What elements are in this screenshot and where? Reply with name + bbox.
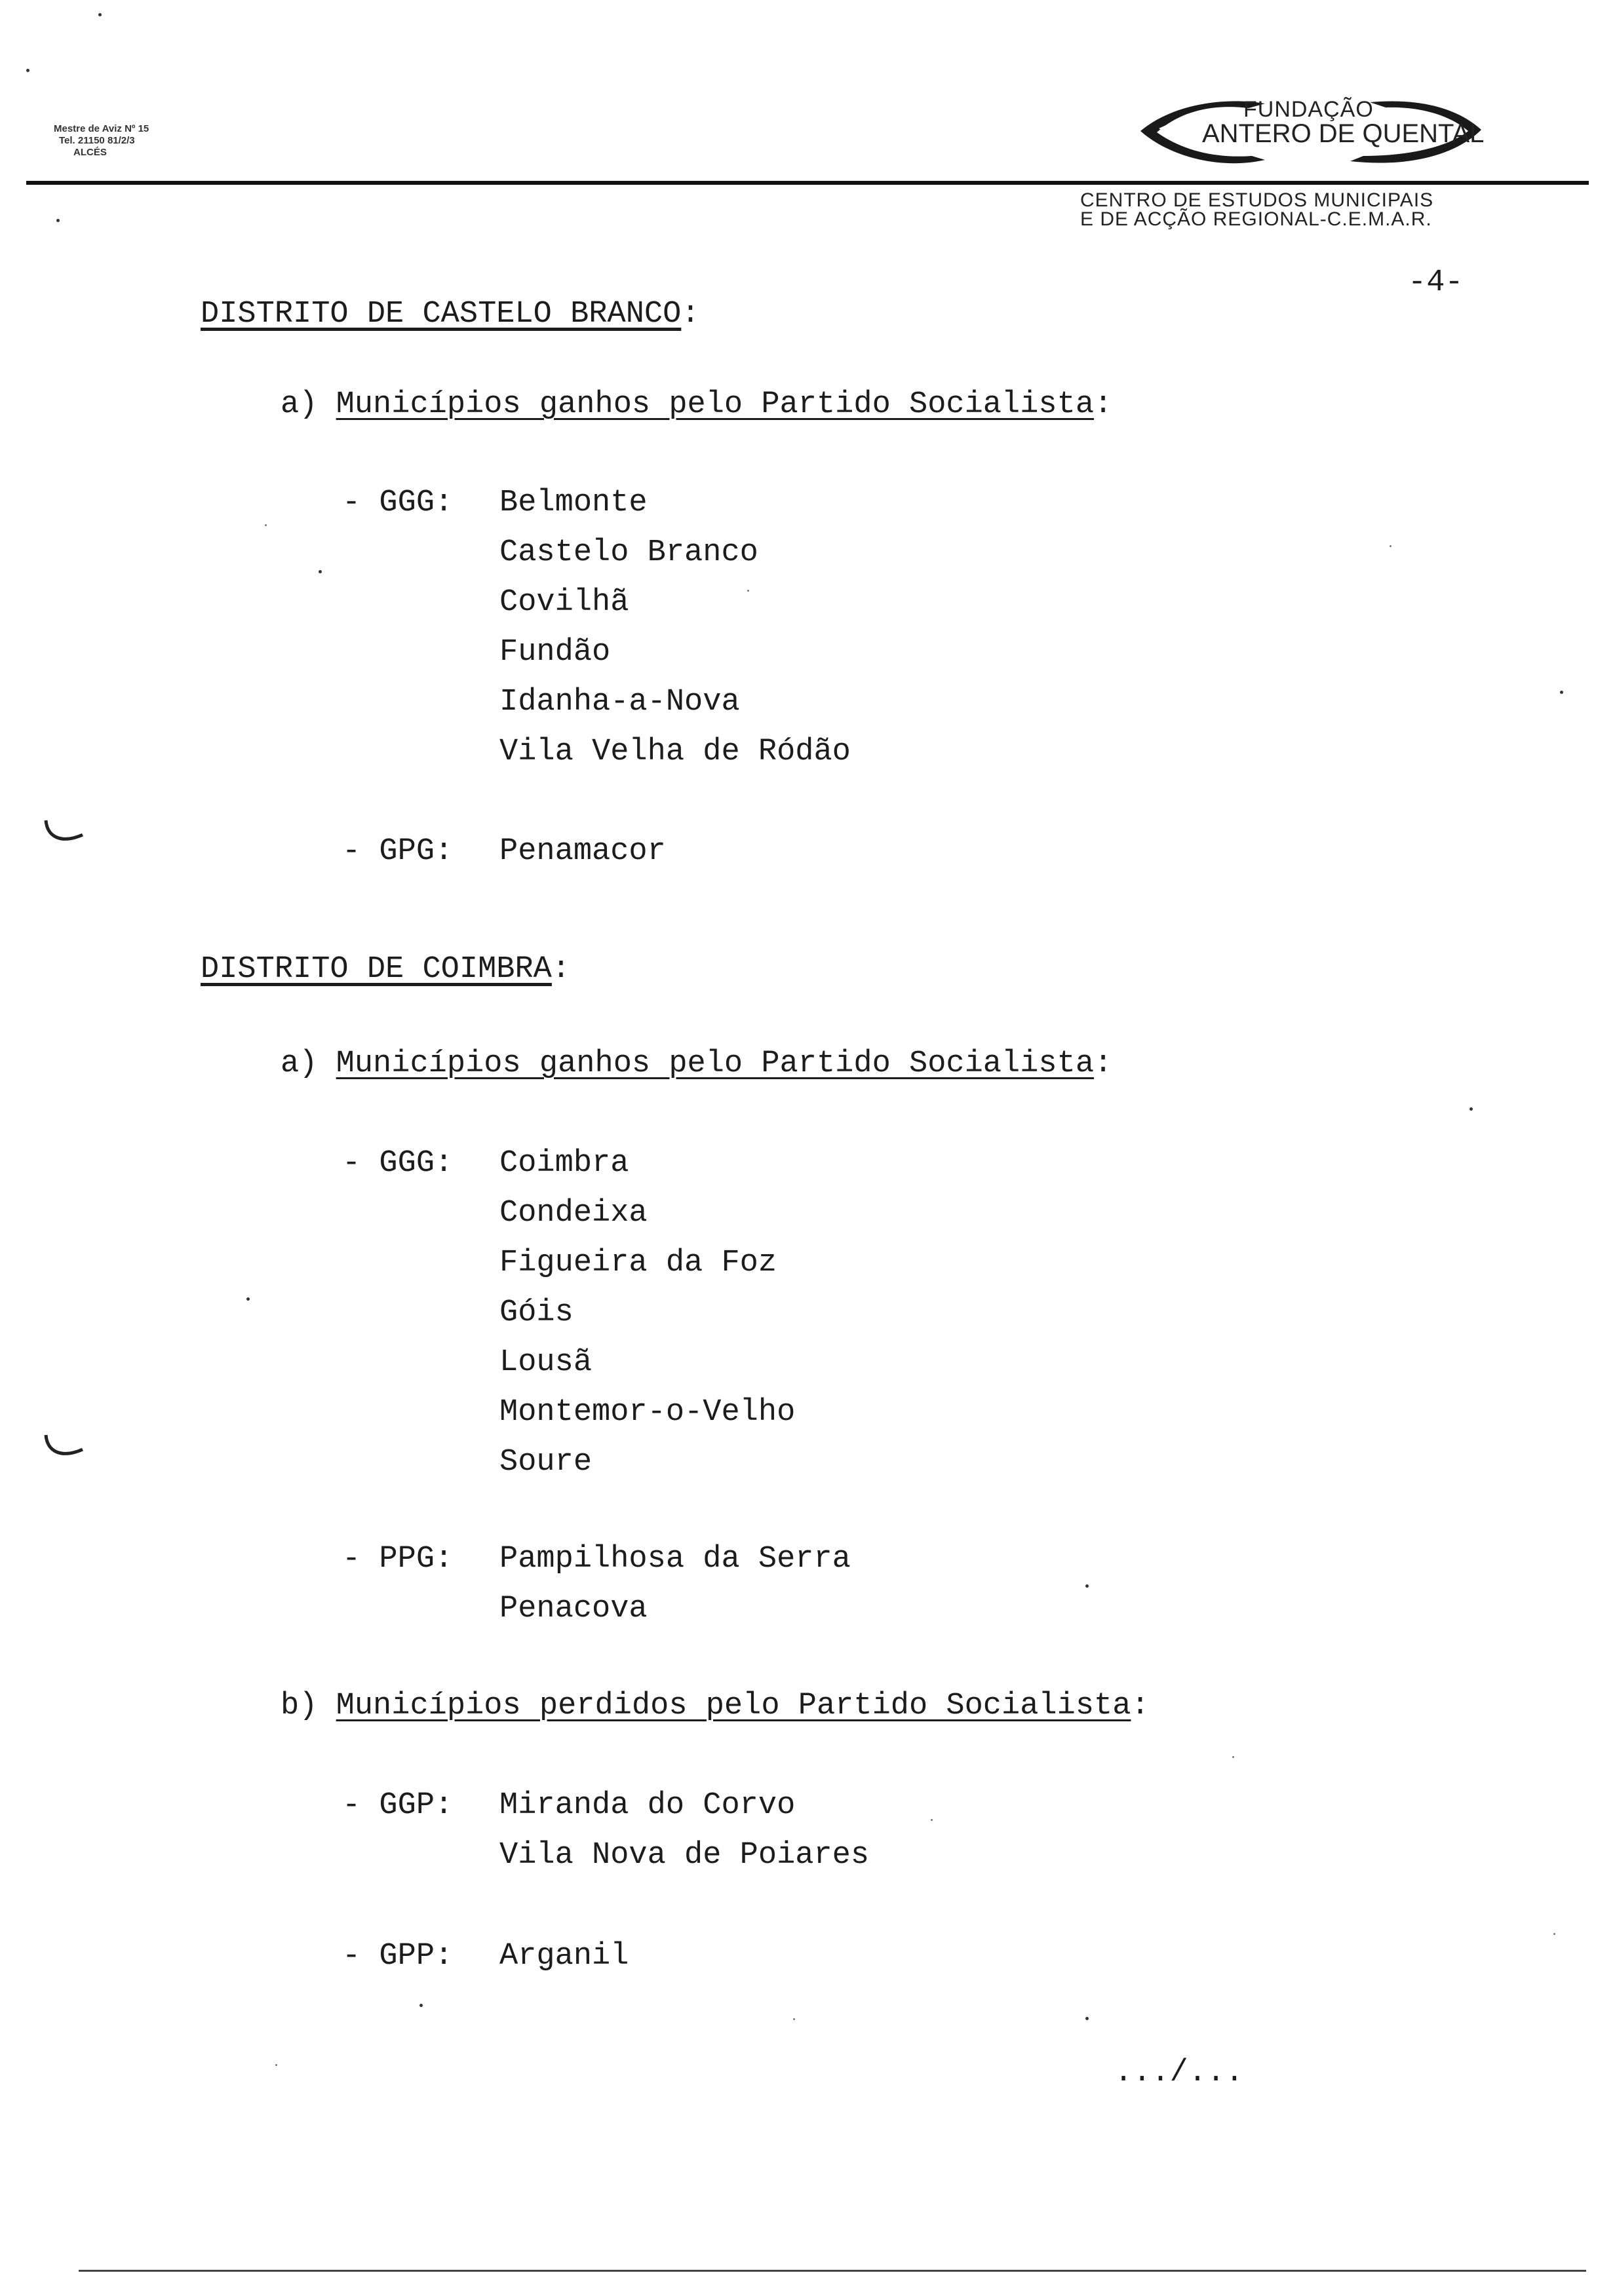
municipality: Coimbra (499, 1146, 629, 1181)
municipality: Soure (499, 1445, 593, 1480)
subsection-colon: : (1131, 1689, 1150, 1723)
subsection-colon: : (1094, 387, 1113, 422)
scan-speck s (1232, 1756, 1234, 1758)
scan-speck s (931, 1819, 933, 1821)
municipality: Fundão (499, 635, 611, 670)
subsection-heading (281, 389, 1112, 420)
municipality: Penacova (499, 1592, 648, 1626)
cemar-line-1: CENTRO DE ESTUDOS MUNICIPAIS (1080, 189, 1434, 211)
municipality: Penamacor (499, 834, 666, 869)
district-heading-colon: : (681, 297, 700, 332)
municipality: Vila Velha de Ródão (499, 735, 851, 769)
punch-mark-icon (42, 1430, 88, 1463)
district-heading-text: DISTRITO DE CASTELO BRANCO (201, 297, 682, 332)
logo-text-fundacao: FUNDAÇÃO (1243, 97, 1374, 122)
logo-text-antero: ANTERO DE QUENTAL (1202, 119, 1485, 148)
scan-speck (1085, 1584, 1089, 1588)
subsection-title: Municípios ganhos pelo Partido Socialista (336, 387, 1095, 422)
group-code: - GPP: (342, 1939, 454, 1974)
continuation-mark: .../... (1114, 2056, 1244, 2090)
district-heading (201, 299, 700, 330)
subsection-letter: a) (281, 1046, 318, 1081)
group-code: - GPG: (342, 834, 454, 869)
scan-speck (319, 570, 322, 573)
scan-speck s (793, 2018, 795, 2020)
subsection-colon: : (1094, 1046, 1113, 1081)
municipality: Montemor-o-Velho (499, 1395, 796, 1430)
scan-speck s (747, 590, 749, 592)
district-heading (201, 954, 570, 985)
foundation-logo (1134, 92, 1501, 170)
scan-speck (246, 1297, 250, 1301)
address-line-1: Mestre de Aviz Nº 15 (54, 123, 149, 134)
municipality: Figueira da Foz (499, 1246, 777, 1280)
municipality: Miranda do Corvo (499, 1788, 796, 1823)
address-line-3: ALCÉS (73, 147, 107, 158)
municipality: Lousã (499, 1345, 593, 1380)
scan-speck (26, 69, 29, 72)
scan-speck s (275, 2064, 277, 2066)
scan-speck (1469, 1107, 1473, 1111)
municipality: Idanha-a-Nova (499, 685, 740, 719)
subsection-heading (281, 1691, 1150, 1721)
scan-speck (56, 219, 60, 222)
scan-speck (1085, 2017, 1089, 2020)
municipality: Covilhã (499, 585, 629, 620)
address-line-2: Tel. 21150 81/2/3 (59, 135, 135, 146)
district-heading-text: DISTRITO DE COIMBRA (201, 952, 552, 987)
scan-speck s (265, 524, 267, 526)
municipality: Castelo Branco (499, 535, 758, 570)
municipality: Góis (499, 1295, 574, 1330)
subsection-letter: a) (281, 387, 318, 422)
subsection-letter: b) (281, 1689, 318, 1723)
address-block (18, 123, 149, 159)
header-rule (26, 181, 1589, 185)
municipality: Condeixa (499, 1196, 648, 1231)
cemar-block (1080, 191, 1433, 229)
scan-speck (419, 2004, 423, 2007)
scan-speck s (1553, 1933, 1555, 1935)
group-code: - GGG: (342, 486, 454, 520)
group-code: - PPG: (342, 1542, 454, 1577)
municipality: Belmonte (499, 486, 648, 520)
scan-speck s (1390, 545, 1391, 547)
cemar-line-2: E DE ACÇÃO REGIONAL-C.E.M.A.R. (1080, 208, 1432, 230)
subsection-title: Municípios ganhos pelo Partido Socialista (336, 1046, 1095, 1081)
group-code: - GGG: (342, 1146, 454, 1181)
subsection-title: Municípios perdidos pelo Partido Socialista (336, 1689, 1131, 1723)
scan-speck (1560, 691, 1563, 694)
subsection-heading (281, 1048, 1112, 1079)
page-number: -4- (1408, 265, 1464, 300)
municipality: Pampilhosa da Serra (499, 1542, 851, 1577)
group-code: - GGP: (342, 1788, 454, 1823)
footer-rule (79, 2270, 1586, 2272)
district-heading-colon: : (551, 952, 571, 987)
punch-mark-icon (42, 815, 88, 848)
municipality: Vila Nova de Poiares (499, 1838, 870, 1873)
scan-speck (98, 13, 102, 16)
municipality: Arganil (499, 1939, 629, 1974)
